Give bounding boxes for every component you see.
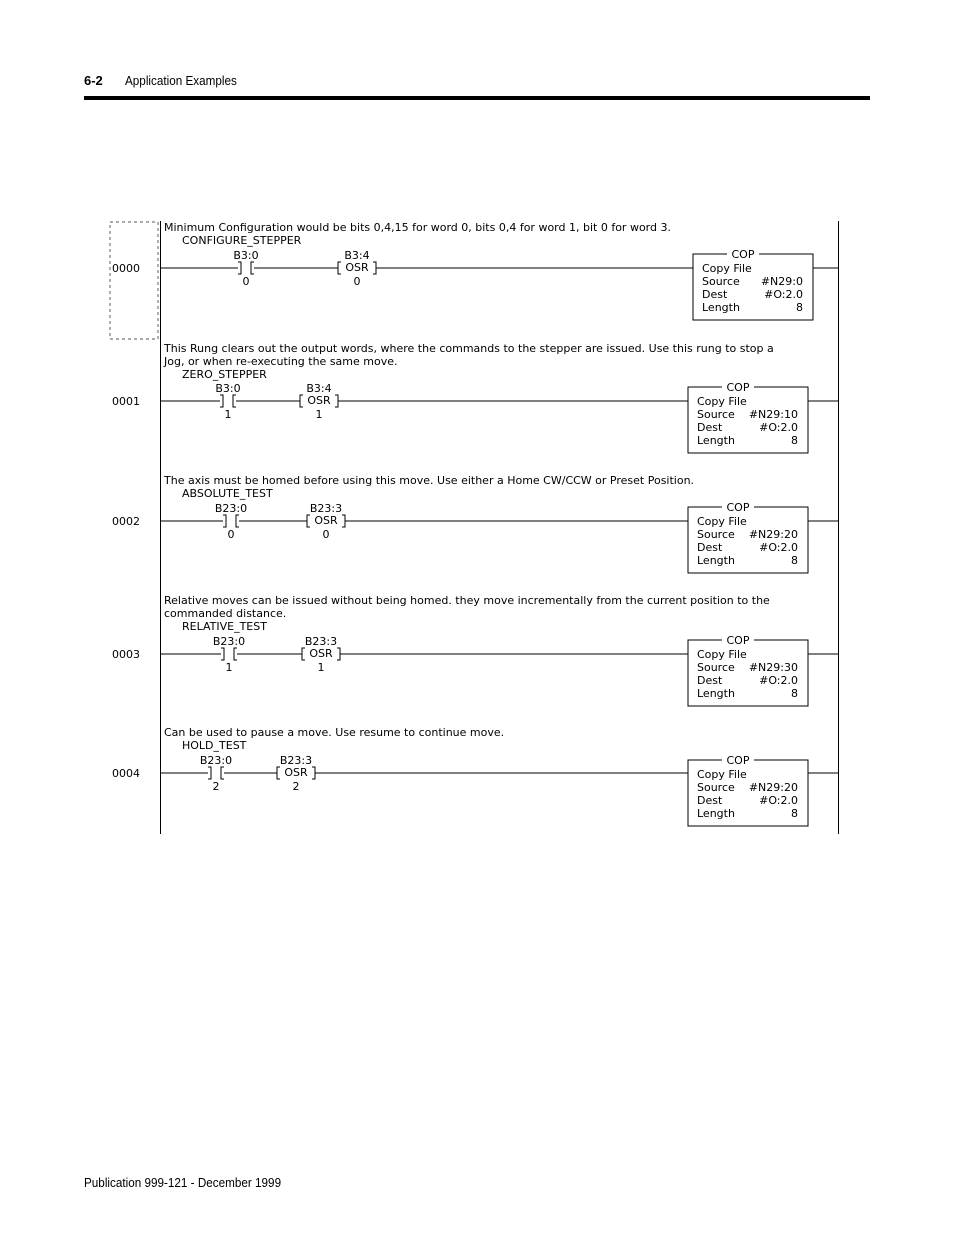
rung-0000-osr-bit: 0 xyxy=(353,275,361,288)
rung-0004-number: 0004 xyxy=(112,767,140,780)
rung-0003-osr-bracket xyxy=(302,648,305,660)
rung-0004-cop-dest: #O:2.0 xyxy=(759,794,798,807)
rung-0000-osr-address: B3:4 xyxy=(344,249,370,262)
rung-0004-label: HOLD_TEST xyxy=(182,739,247,752)
rung-0003-cop-dest-label: Dest xyxy=(697,674,723,687)
rung-0000-xic-contact xyxy=(238,262,241,274)
rung-0004-osr-address: B23:3 xyxy=(279,754,313,767)
rung-0001-cop-title: COP xyxy=(726,381,750,394)
rung-0001-cop-name: Copy File xyxy=(697,395,747,408)
rung-0001-osr-bracket xyxy=(300,395,303,407)
rung-0004-cop-length-label: Length xyxy=(697,807,735,820)
rung-0001-cop-length-label: Length xyxy=(697,434,735,447)
rung-0003-comment-line: Relative moves can be issued without being homed. they move incrementally from the current position to the xyxy=(164,594,770,607)
rung-0000-osr-bracket xyxy=(338,262,341,274)
rung-0000-label: CONFIGURE_STEPPER xyxy=(182,234,302,247)
rung-0004-xic-contact xyxy=(221,767,224,779)
rung-0003-xic-contact xyxy=(234,648,237,660)
rung-0002-cop-source: #N29:20 xyxy=(748,528,798,541)
rung-0004-cop-source: #N29:20 xyxy=(748,781,798,794)
rung-0002-cop-name: Copy File xyxy=(697,515,747,528)
rung-0001-xic-address: B3:0 xyxy=(215,382,241,395)
rung-0002-cop-length-label: Length xyxy=(697,554,735,567)
rung-0004-osr-text: OSR xyxy=(284,766,308,779)
rung-0000-number: 0000 xyxy=(112,262,140,275)
rung-0002-cop-source-label: Source xyxy=(697,528,735,541)
rung-0000-comment-line: Minimum Configuration would be bits 0,4,15 for word 0, bits 0,4 for word 1, bit 0 for word 3. xyxy=(164,221,671,234)
rung-0000-cop-title: COP xyxy=(731,248,755,261)
rung-0001-number: 0001 xyxy=(112,395,140,408)
rung-0002-osr-bit: 0 xyxy=(322,528,330,541)
rung-0001-cop-source-label: Source xyxy=(697,408,735,421)
rung-0001-cop-source: #N29:10 xyxy=(748,408,798,421)
rung-0002-xic-address: B23:0 xyxy=(214,502,248,515)
rung-0000-osr-bracket xyxy=(373,262,376,274)
rung-0002-osr-bracket xyxy=(342,515,345,527)
rung-0004-xic-contact xyxy=(208,767,211,779)
rung-0002-number: 0002 xyxy=(112,515,140,528)
rung-0000-cop-length-label: Length xyxy=(702,301,740,314)
section-title: Application Examples xyxy=(125,73,237,88)
rung-0003-osr-bit: 1 xyxy=(317,661,325,674)
rung-0002-cop-length: 8 xyxy=(791,554,798,567)
rung-0004-cop-dest-label: Dest xyxy=(697,794,723,807)
rung-0002-label: ABSOLUTE_TEST xyxy=(182,487,273,500)
rung-0001-comment-line: This Rung clears out the output words, where the commands to the stepper are issued. Use this rung to stop a xyxy=(164,342,774,355)
rung-0001-xic-bit: 1 xyxy=(224,408,232,421)
rung-0000-cop-length: 8 xyxy=(796,301,803,314)
rung-0001-osr-bracket xyxy=(335,395,338,407)
rung-0000-xic-contact xyxy=(251,262,254,274)
rung-0002-osr-bracket xyxy=(307,515,310,527)
rung-0000-cop-source: #N29:0 xyxy=(760,275,803,288)
publication-footer: Publication 999-121 - December 1999 xyxy=(84,1175,282,1190)
rung-0001-cop-dest: #O:2.0 xyxy=(759,421,798,434)
rung-0004-comment-line: Can be used to pause a move. Use resume to continue move. xyxy=(164,726,505,739)
rung-0001-label: ZERO_STEPPER xyxy=(182,368,267,381)
rung-0004-osr-bracket xyxy=(277,767,280,779)
rung-0003-cop-name: Copy File xyxy=(697,648,747,661)
rung-0002-xic-contact xyxy=(223,515,226,527)
rung-0002-cop-dest-label: Dest xyxy=(697,541,723,554)
rung-0003-osr-text: OSR xyxy=(309,647,333,660)
rung-0002-xic-contact xyxy=(236,515,239,527)
rung-0004-cop-source-label: Source xyxy=(697,781,735,794)
rung-0004-cop-title: COP xyxy=(726,754,750,767)
rung-0003-xic-address: B23:0 xyxy=(212,635,246,648)
rung-0004-xic-address: B23:0 xyxy=(199,754,233,767)
rung-0003-cop-source-label: Source xyxy=(697,661,735,674)
rung-0000-cop-dest: #O:2.0 xyxy=(764,288,803,301)
rung-0003-cop-title: COP xyxy=(726,634,750,647)
rung-0003-osr-address: B23:3 xyxy=(304,635,338,648)
rung-0002-cop-dest: #O:2.0 xyxy=(759,541,798,554)
rung-0000-xic-bit: 0 xyxy=(242,275,250,288)
rung-0000-cop-name: Copy File xyxy=(702,262,752,275)
rung-0001-xic-contact xyxy=(220,395,223,407)
rung-0000-xic-address: B3:0 xyxy=(233,249,259,262)
rung-0000-cop-dest-label: Dest xyxy=(702,288,728,301)
rung-0001-cop-dest-label: Dest xyxy=(697,421,723,434)
rung-0001-osr-text: OSR xyxy=(307,394,331,407)
rung-0003-number: 0003 xyxy=(112,648,140,661)
rung-0004-xic-bit: 2 xyxy=(212,780,220,793)
rung-0000-osr-text: OSR xyxy=(345,261,369,274)
rung-0004-osr-bracket xyxy=(312,767,315,779)
rung-0004-cop-name: Copy File xyxy=(697,768,747,781)
rung-0003-osr-bracket xyxy=(337,648,340,660)
rung-0003-cop-source: #N29:30 xyxy=(748,661,798,674)
rung-0003-cop-dest: #O:2.0 xyxy=(759,674,798,687)
rung-0001-cop-length: 8 xyxy=(791,434,798,447)
rung-0003-cop-length-label: Length xyxy=(697,687,735,700)
rung-0003-xic-contact xyxy=(221,648,224,660)
rung-0000-cop-source-label: Source xyxy=(702,275,740,288)
rung-0001-osr-bit: 1 xyxy=(315,408,323,421)
rung-selection-marker xyxy=(110,222,158,339)
rung-0001-osr-address: B3:4 xyxy=(306,382,332,395)
rung-0003-label: RELATIVE_TEST xyxy=(182,620,267,633)
rung-0001-xic-contact xyxy=(233,395,236,407)
rung-0002-osr-address: B23:3 xyxy=(309,502,343,515)
rung-0003-xic-bit: 1 xyxy=(225,661,233,674)
rung-0001-comment-line: Jog, or when re-executing the same move. xyxy=(164,355,398,368)
rung-0002-cop-title: COP xyxy=(726,501,750,514)
page-number: 6-2 xyxy=(84,73,103,88)
rung-0003-cop-length: 8 xyxy=(791,687,798,700)
rung-0002-comment-line: The axis must be homed before using this move. Use either a Home CW/CCW or Preset Position. xyxy=(164,474,695,487)
rung-0002-osr-text: OSR xyxy=(314,514,338,527)
rung-0004-cop-length: 8 xyxy=(791,807,798,820)
rung-0004-osr-bit: 2 xyxy=(292,780,300,793)
rung-0003-comment-line: commanded distance. xyxy=(164,607,287,620)
rung-0002-xic-bit: 0 xyxy=(227,528,235,541)
